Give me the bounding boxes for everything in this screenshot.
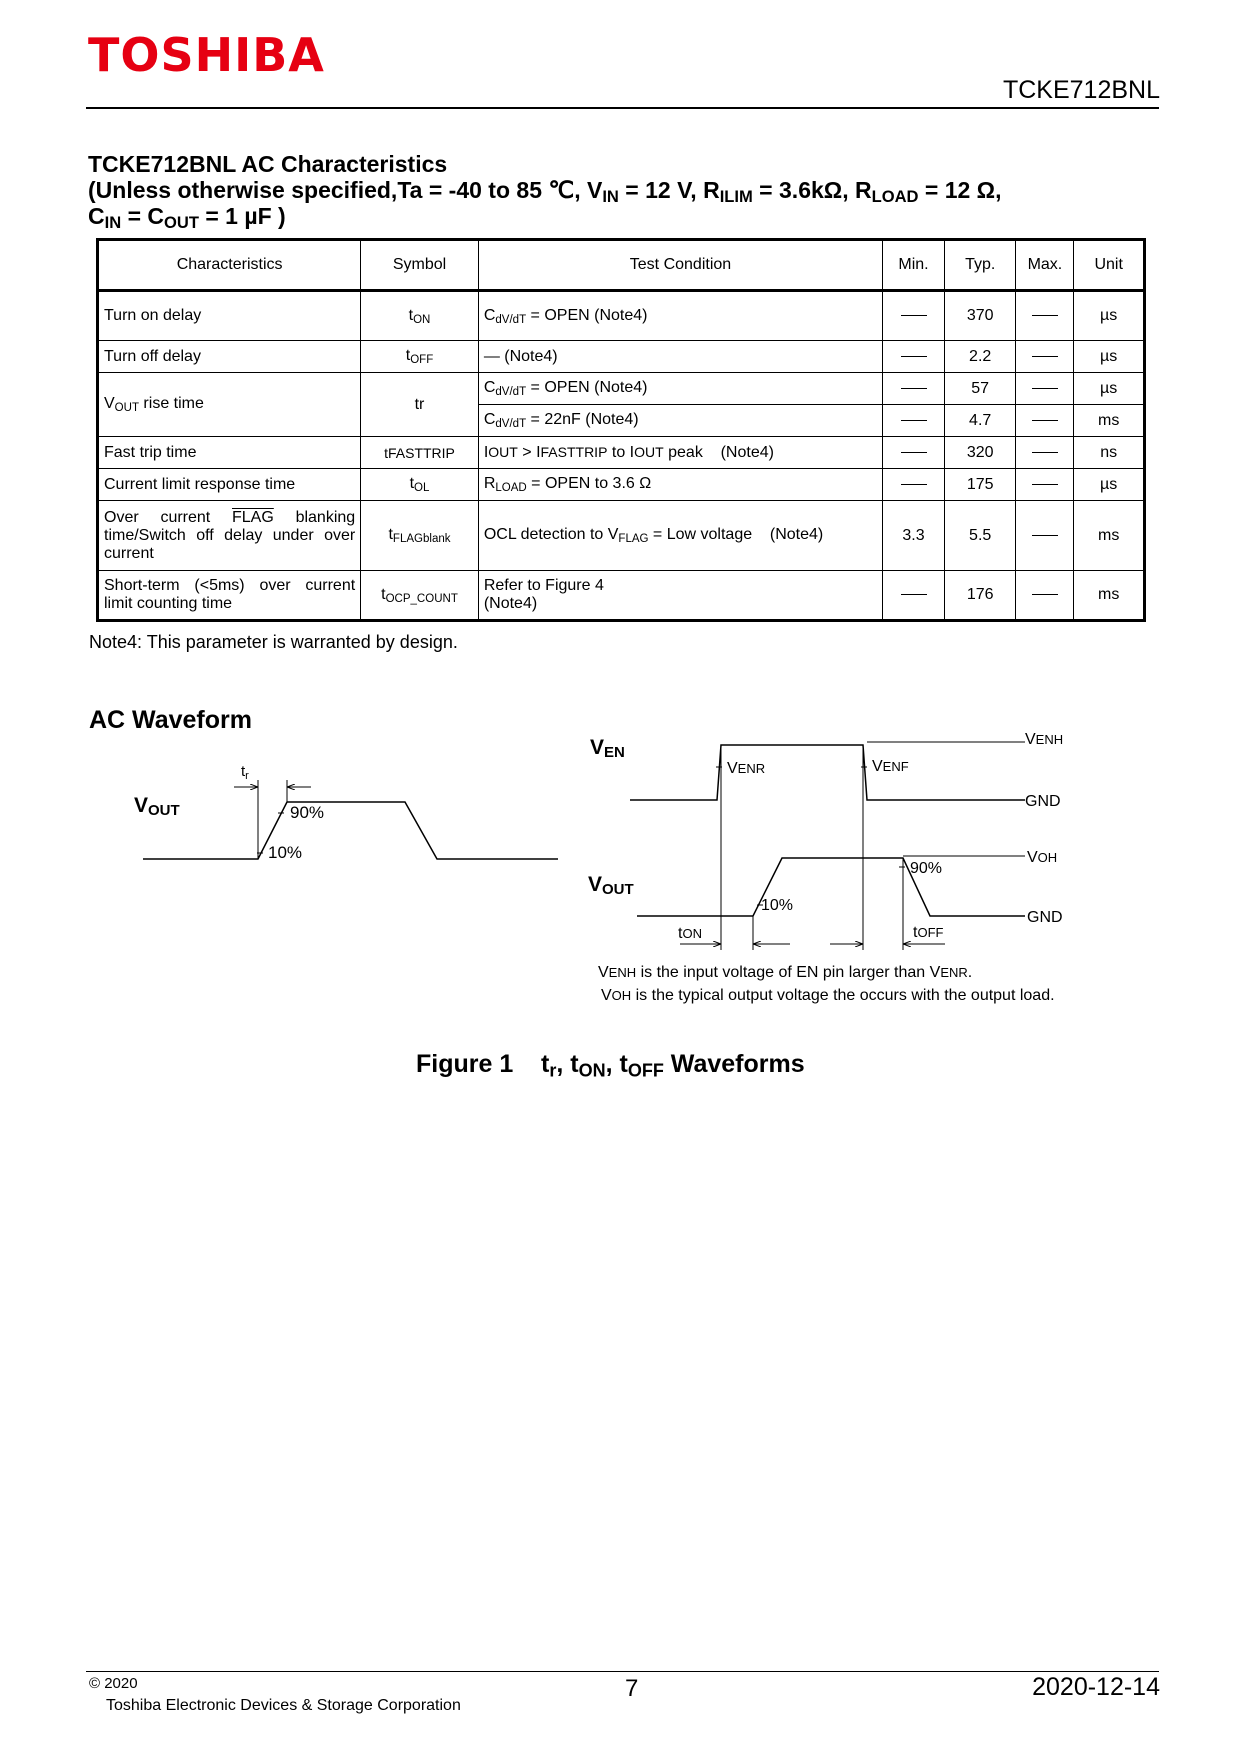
section-title: TCKE712BNL AC Characteristics xyxy=(88,151,448,177)
vout-rise-waveform xyxy=(143,802,558,859)
test-conditions-line1: (Unless otherwise specified,Ta = -40 to 85 ℃, $V_{IN} = 12$ V, $R_{ILIM} = 3.6k\Omega$, $R_{LOAD} = 12$ Ω, xyxy=(88,177,1002,207)
label-venf: VENF xyxy=(872,758,909,775)
vout-waveform xyxy=(637,858,1025,916)
header-unit: Unit xyxy=(1074,240,1145,291)
label-90-right: 90% xyxy=(910,860,943,877)
document-date: 2020-12-14 xyxy=(1032,1673,1160,1701)
label-10-right: 10% xyxy=(761,897,794,914)
cell-unit: µs xyxy=(1074,373,1145,405)
cell-typ: 57 xyxy=(944,373,1016,405)
cell-characteristic: Current limit response time xyxy=(98,469,361,501)
header-characteristics: Characteristics xyxy=(98,240,361,291)
cell-characteristic: $V_{OUT}$ rise time xyxy=(98,373,361,437)
cell-symbol: $t_{FLAGblank}$ xyxy=(361,501,479,571)
header-min: Min. xyxy=(883,240,945,291)
waveform-title: AC Waveform xyxy=(89,706,252,734)
cell-condition: Refer to Figure 4 (Note4) xyxy=(478,571,882,621)
label-voh: VOH xyxy=(1027,849,1058,866)
cell-typ: 2.2 xyxy=(944,341,1016,373)
cell-symbol: $t_{OFF}$ xyxy=(361,341,479,373)
label-gnd-vout: GND xyxy=(1027,909,1063,926)
cell-unit: µs xyxy=(1074,341,1145,373)
label-ton: tON xyxy=(678,925,702,942)
cell-characteristic: Over current FLAG blanking time/Switch off delay under over current xyxy=(98,501,361,571)
cell-condition: $C_{dV/dT}$ = OPEN (Note4) xyxy=(478,373,882,405)
header-symbol: Symbol xyxy=(361,240,479,291)
cell-condition: $C_{dV/dT}$ = OPEN (Note4) xyxy=(478,291,882,341)
note4-text: Note4: This parameter is warranted by design. xyxy=(89,632,458,652)
label-venr: VENR xyxy=(727,760,766,777)
part-number: TCKE712BNL xyxy=(1002,76,1160,104)
copyright: © 2020 xyxy=(89,1675,138,1692)
label-90-left: 90% xyxy=(290,803,325,822)
cell-symbol: tFASTTRIP xyxy=(361,437,479,469)
cell-condition: — (Note4) xyxy=(478,341,882,373)
cell-unit: ms xyxy=(1074,571,1145,621)
cell-unit: µs xyxy=(1074,469,1145,501)
cell-characteristic: Fast trip time xyxy=(98,437,361,469)
label-gnd-ven: GND xyxy=(1025,793,1061,810)
company-name: Toshiba Electronic Devices & Storage Corporation xyxy=(106,1697,461,1714)
cell-typ: 320 xyxy=(944,437,1016,469)
label-venh: VENH xyxy=(1025,731,1064,748)
cell-condition: OCL detection to $V_{FLAG}$ = Low voltage (Note4) xyxy=(478,501,882,571)
cell-condition: $R_{LOAD}$ = OPEN to 3.6 Ω xyxy=(478,469,882,501)
cell-min: 3.3 xyxy=(883,501,945,571)
cell-symbol: $t_{OCP\_COUNT}$ xyxy=(361,571,479,621)
cell-unit: ns xyxy=(1074,437,1145,469)
page-number: 7 xyxy=(625,1675,639,1702)
cell-typ: 370 xyxy=(944,291,1016,341)
cell-unit: µs xyxy=(1074,291,1145,341)
label-toff: tOFF xyxy=(913,924,944,941)
cell-condition: IOUT > IFASTTRIP to IOUT peak (Note4) xyxy=(478,437,882,469)
label-10-left: 10% xyxy=(268,843,303,862)
footer-rule xyxy=(86,1671,1159,1672)
test-conditions-line2: $C_{IN} = C_{OUT} = 1$ µF ) xyxy=(88,203,286,233)
cell-symbol: $t_{OL}$ xyxy=(361,469,479,501)
cell-typ: 4.7 xyxy=(944,405,1016,437)
label-tr: $t_r$ xyxy=(241,763,249,782)
cell-typ: 175 xyxy=(944,469,1016,501)
cell-unit: ms xyxy=(1074,405,1145,437)
figure-caption: Figure 1 $t_r$, $t_{ON}$, $t_{OFF}$ Waveforms xyxy=(416,1050,805,1081)
label-vout-right: VOUT xyxy=(588,873,634,898)
note-venh: VENH is the input voltage of EN pin larger than VENR. xyxy=(598,964,973,981)
cell-characteristic: Short-term (<5ms) over current limit counting time xyxy=(98,571,361,621)
toshiba-logo: TOSHIBA xyxy=(88,28,325,82)
header-test-condition: Test Condition xyxy=(478,240,882,291)
ven-waveform xyxy=(630,745,1025,800)
note-voh: VOH is the typical output voltage the occurs with the output load. xyxy=(601,987,1055,1004)
cell-typ: 5.5 xyxy=(944,501,1016,571)
cell-characteristic: Turn on delay xyxy=(98,291,361,341)
cell-condition: $C_{dV/dT} = 22nF$ (Note4) xyxy=(478,405,882,437)
cell-symbol: $t_{ON}$ xyxy=(361,291,479,341)
cell-characteristic: Turn off delay xyxy=(98,341,361,373)
header-typ: Typ. xyxy=(944,240,1016,291)
cell-unit: ms xyxy=(1074,501,1145,571)
cell-symbol: tr xyxy=(361,373,479,437)
label-vout-left: VOUT xyxy=(134,794,180,819)
cell-typ: 176 xyxy=(944,571,1016,621)
header-max: Max. xyxy=(1016,240,1074,291)
label-ven: VEN xyxy=(590,736,625,761)
